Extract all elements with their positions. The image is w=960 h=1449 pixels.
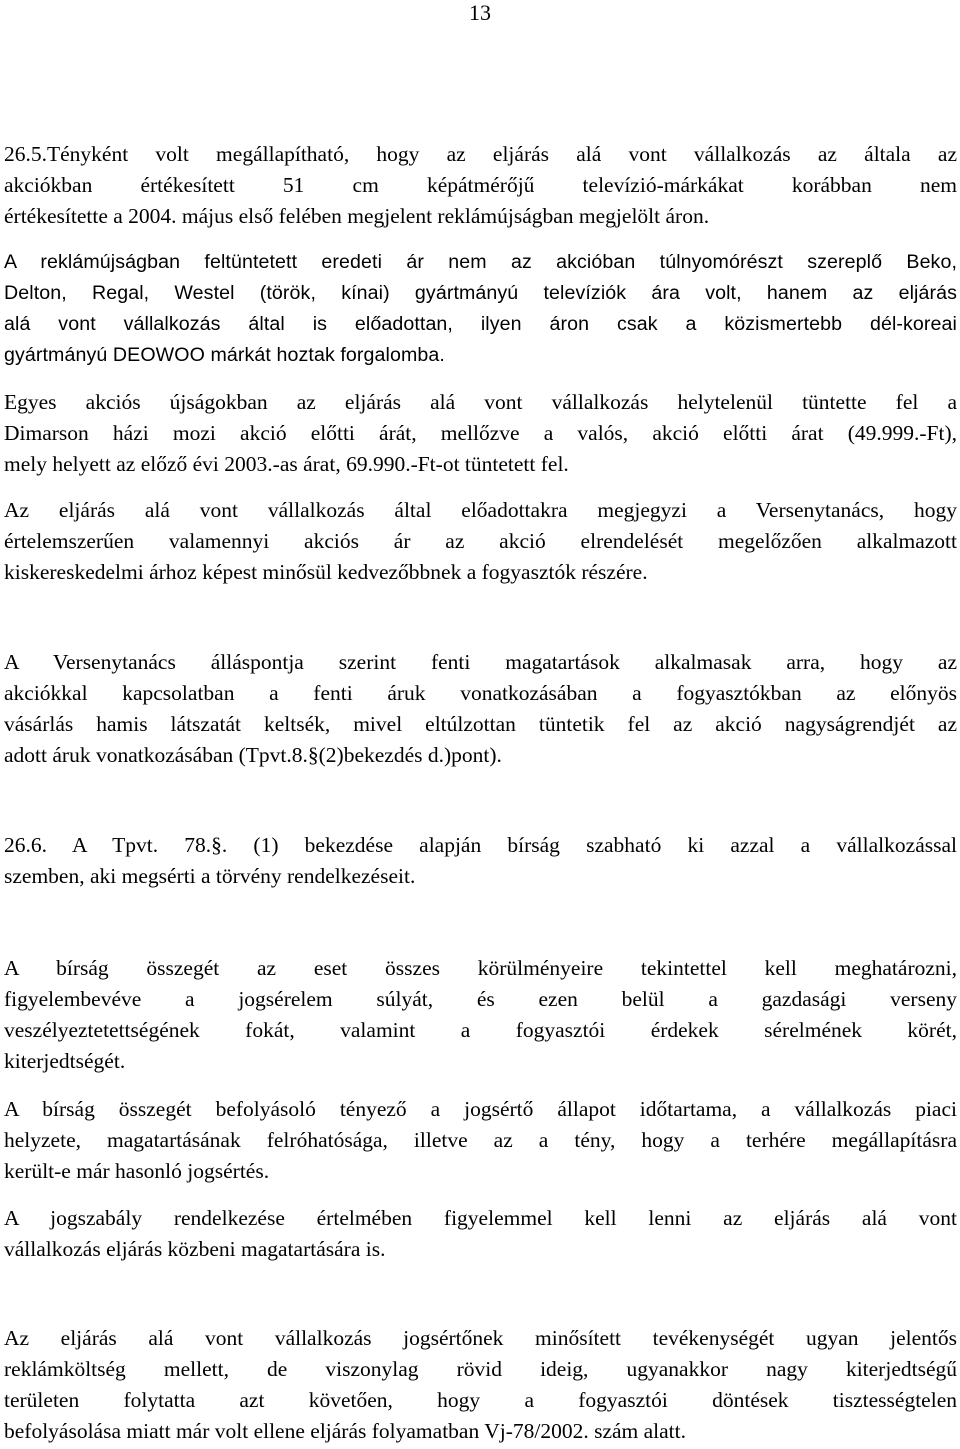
paragraph-jogserto-tevekenyseg	[4, 1323, 957, 1447]
text-line: A reklámújságban feltüntetett eredeti ár nem az akcióban túlnyomórészt szereplő Beko,	[4, 251, 957, 273]
text-line: helyzete, magatartásának felróhatósága, illetve az a tény, hogy a terhére megállapításra	[4, 1128, 957, 1152]
text-line: Dimarson házi mozi akció előtti árát, mellőzve a valós, akció előtti árat (49.999.-Ft),	[4, 421, 957, 445]
paragraph-befolyasolo-tenyezok	[4, 1094, 957, 1187]
paragraph-jogszabaly	[4, 1203, 957, 1265]
paragraph-versenytanacs-allaspontja	[4, 647, 957, 771]
text-line: figyelembevéve a jogsérelem súlyát, és ezen belül a gazdasági verseny	[4, 987, 957, 1011]
text-line: reklámköltség mellett, de viszonylag rövid ideig, ugyanakkor nagy kiterjedtségű	[4, 1357, 957, 1381]
text-line: veszélyeztetettségének fokát, valamint a fogyasztói érdekek sérelmének körét,	[4, 1018, 957, 1042]
paragraph-26-5	[4, 139, 957, 232]
text-line: gyártmányú DEOWOO márkát hoztak forgalomba.	[4, 344, 445, 366]
text-line: értékesítette a 2004. május első felében megjelent reklámújságban megjelölt áron.	[4, 204, 710, 228]
text-line: értelemszerűen valamennyi akciós ár az akció elrendelését megelőzően alkalmazott	[4, 529, 957, 553]
text-line: Az eljárás alá vont vállalkozás jogsértőnek minősített tevékenységét ugyan jelentős	[4, 1326, 957, 1350]
text-line: mely helyett az előző évi 2003.-as árat, 69.990.-Ft-ot tüntetett fel.	[4, 452, 569, 476]
paragraph-birsag-meghatarozas	[4, 953, 957, 1077]
text-line: Delton, Regal, Westel (török, kínai) gyártmányú televíziók ára volt, hanem az eljárás	[4, 282, 957, 304]
text-line: 26.6. A Tpvt. 78.§. (1) bekezdése alapján bírság szabható ki azzal a vállalkozással	[4, 833, 957, 857]
text-line: A bírság összegét befolyásoló tényező a jogsértő állapot időtartama, a vállalkozás piaci	[4, 1097, 957, 1121]
paragraph-reklamujsag	[4, 247, 957, 371]
text-line: kiterjedtségét.	[4, 1049, 126, 1073]
text-line: szemben, aki megsérti a törvény rendelkezéseit.	[4, 864, 416, 888]
page-number: 13	[469, 0, 491, 25]
text-line: Egyes akciós újságokban az eljárás alá vont vállalkozás helytelenül tüntette fel a	[4, 390, 957, 414]
text-line: területen folytatta azt követően, hogy a fogyasztói döntések tisztességtelen	[4, 1388, 957, 1412]
text-line: alá vont vállalkozás által is előadottan, ilyen áron csak a közismertebb dél-koreai	[4, 313, 957, 335]
text-line: 26.5.Tényként volt megállapítható, hogy az eljárás alá vont vállalkozás az általa az	[4, 142, 957, 166]
text-line: vállalkozás eljárás közbeni magatartására is.	[4, 1237, 386, 1261]
paragraph-versenytanacs-megjegyzi	[4, 495, 957, 588]
text-line: befolyásolása miatt már volt ellene eljárás folyamatban Vj-78/2002. szám alatt.	[4, 1419, 687, 1443]
text-line: kiskereskedelmi árhoz képest minősül kedvezőbbnek a fogyasztók részére.	[4, 560, 648, 584]
text-line: A bírság összegét az eset összes körülményeire tekintettel kell meghatározni,	[4, 956, 957, 980]
text-line: került-e már hasonló jogsértés.	[4, 1159, 270, 1183]
text-line: vásárlás hamis látszatát keltsék, mivel eltúlzottan tüntetik fel az akció nagyságrendjét az	[4, 712, 957, 736]
text-line: akciókban értékesített 51 cm képátmérőjű televízió-márkákat korábban nem	[4, 173, 957, 197]
text-line: A jogszabály rendelkezése értelmében figyelemmel kell lenni az eljárás alá vont	[4, 1206, 957, 1230]
text-line: A Versenytanács álláspontja szerint fenti magatartások alkalmasak arra, hogy az	[4, 650, 957, 674]
text-line: adott áruk vonatkozásában (Tpvt.8.§(2)bekezdés d.)pont).	[4, 743, 502, 767]
text-line: akciókkal kapcsolatban a fenti áruk vonatkozásában a fogyasztókban az előnyös	[4, 681, 957, 705]
paragraph-26-6	[4, 830, 957, 892]
text-line: Az eljárás alá vont vállalkozás által előadottakra megjegyzi a Versenytanács, hogy	[4, 498, 957, 522]
paragraph-akcios-ujsagok	[4, 387, 957, 480]
